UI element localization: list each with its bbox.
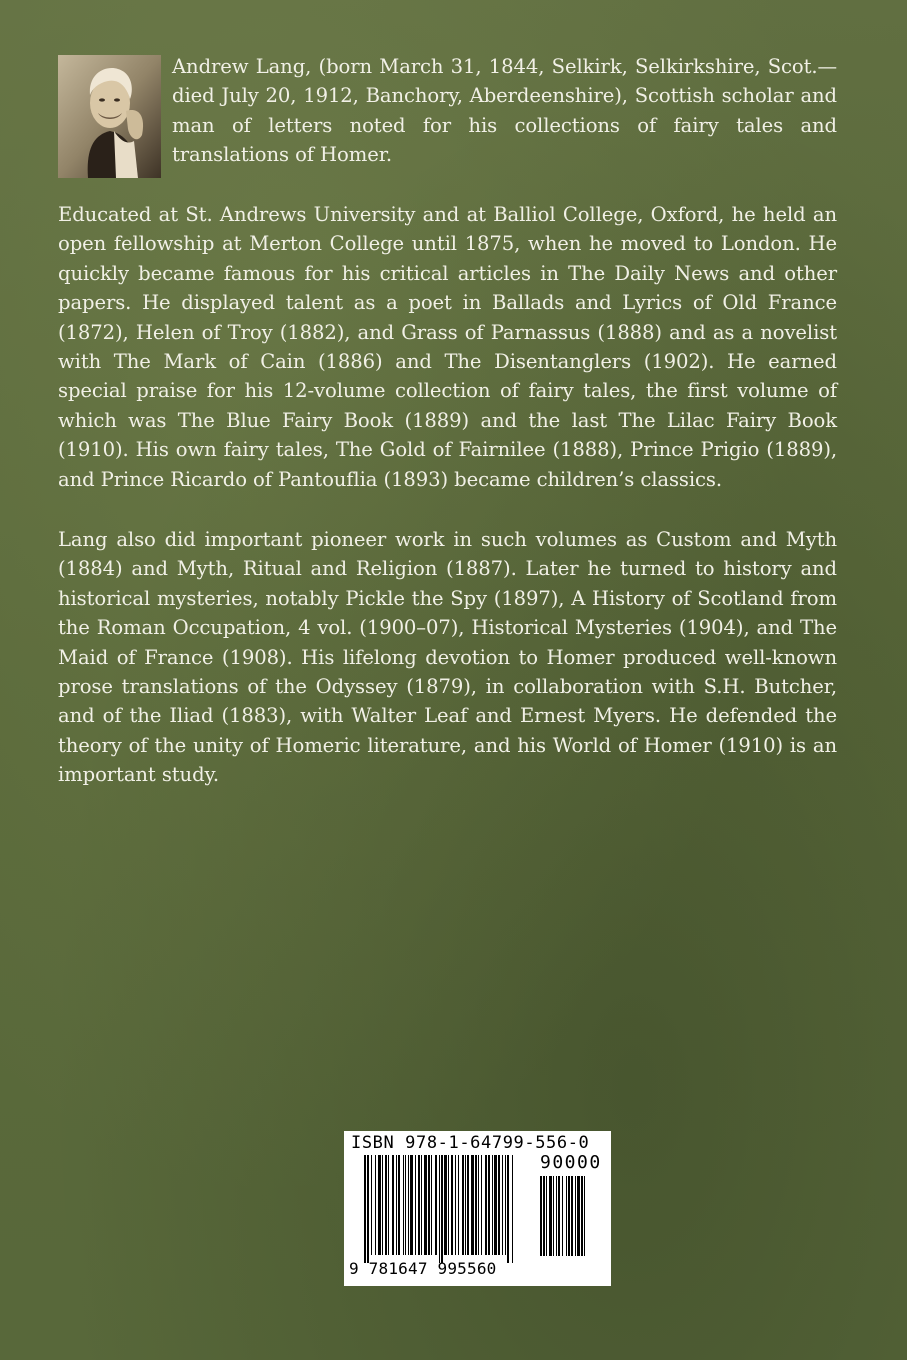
barcode-bar: [439, 1155, 440, 1263]
barcode-bar: [558, 1176, 560, 1256]
barcode-bar: [502, 1155, 503, 1255]
barcode-bar: [428, 1155, 430, 1255]
isbn-label: ISBN 978-1-64799-556-0: [351, 1133, 590, 1153]
barcode-bar: [431, 1155, 432, 1255]
barcode-bar: [553, 1176, 554, 1256]
barcode-bar: [566, 1176, 567, 1256]
barcode-bar: [568, 1176, 570, 1256]
barcode-bar: [367, 1155, 369, 1263]
barcode-bar: [415, 1155, 416, 1255]
barcode-bar: [385, 1155, 387, 1255]
author-portrait: [58, 55, 161, 178]
barcode-bar: [462, 1155, 464, 1255]
barcode-bar: [512, 1155, 513, 1263]
barcode-bar: [543, 1176, 545, 1256]
barcode-bar: [364, 1155, 366, 1263]
barcode-bar: [371, 1155, 372, 1255]
bio-paragraph-works: Lang also did important pioneer work in such volumes as Custom and Myth (1884) and Myth, Ritual and Religion (1887). Later he turned to history and historical mysteries, notably Pickle the Spy (1897), A History of Scotland from the Roman Occupation, 4 vol. (1900–07), Historical Mysteries (1904), and The Maid of France (1908). His lifelong devotion to Homer produced well-known prose translations of the Odyssey (1879), in collaboration with S.H. Butcher, and of the Iliad (1883), with Walter Leaf and Ernest Myers. He defended the theory of the unity of Homeric literature, and his World of Homer (1910) is an important study.: [58, 528, 837, 787]
barcode-bar: [448, 1155, 449, 1255]
barcode-bar: [435, 1155, 437, 1255]
barcode-bar: [403, 1155, 404, 1255]
isbn-barcode: [344, 1131, 611, 1286]
barcode-bar: [562, 1176, 563, 1256]
barcode-bar: [475, 1155, 477, 1255]
barcode-bar: [388, 1155, 389, 1255]
barcode-bar: [444, 1155, 447, 1255]
barcode-bar: [492, 1155, 493, 1255]
barcode-bar: [481, 1155, 482, 1255]
barcode-bar: [471, 1155, 474, 1255]
addon-bars: [540, 1176, 604, 1263]
barcode-bar: [540, 1176, 542, 1256]
barcode-bar: [378, 1155, 381, 1255]
barcode-bar: [546, 1176, 547, 1256]
barcode-bar: [549, 1176, 552, 1256]
barcode-bar: [581, 1176, 583, 1256]
barcode-bar: [507, 1155, 509, 1263]
barcode-bar: [505, 1155, 506, 1255]
barcode-bar: [575, 1176, 576, 1256]
barcode-bar: [392, 1155, 394, 1255]
barcode-bar: [498, 1155, 500, 1255]
barcode-bar: [488, 1155, 490, 1255]
barcode-bar: [396, 1155, 397, 1255]
barcode-bar: [421, 1155, 422, 1255]
barcode-bar: [455, 1155, 456, 1255]
barcode-bar: [556, 1176, 557, 1256]
barcode-bar: [424, 1155, 427, 1255]
barcode-bar: [571, 1176, 573, 1256]
barcode-bar: [405, 1155, 406, 1255]
barcode-bar: [441, 1155, 443, 1263]
barcode-bar: [410, 1155, 413, 1255]
barcode-bar: [485, 1155, 487, 1255]
barcode-bar: [398, 1155, 400, 1255]
barcode-bar: [382, 1155, 383, 1255]
barcode-bars: [364, 1155, 536, 1263]
barcode-digits: 9 781647 995560: [349, 1259, 497, 1278]
barcode-bar: [584, 1176, 585, 1256]
author-intro: Andrew Lang, (born March 31, 1844, Selkirk, Selkirkshire, Scot.—died July 20, 1912, Banchory, Aberdeenshire), Scottish scholar and man of letters noted for his collections of fairy tales and translations of Homer.: [172, 55, 837, 167]
barcode-bar: [494, 1155, 497, 1255]
addon-code: 90000: [540, 1152, 602, 1173]
barcode-bar: [418, 1155, 420, 1255]
barcode-bar: [467, 1155, 469, 1255]
barcode-bar: [451, 1155, 453, 1255]
bio-paragraph-career: Educated at St. Andrews University and at Balliol College, Oxford, he held an open fellowship at Merton College until 1875, when he moved to London. He quickly became famous for his critical articles in The Daily News and other papers. He displayed talent as a poet in Ballads and Lyrics of Old France (1872), Helen of Troy (1882), and Grass of Parnassus (1888) and as a novelist with The Mark of Cain (1886) and The Disentanglers (1902). He earned special praise for his 12-volume collection of fairy tales, the first volume of which was The Blue Fairy Book (1889) and the last The Lilac Fairy Book (1910). His own fairy tales, The Gold of Fairnilee (1888), Prince Prigio (1889), and Prince Ricardo of Pantouflia (1893) became children’s classics.: [58, 203, 837, 491]
barcode-bar: [465, 1155, 466, 1255]
barcode-bar: [375, 1155, 376, 1255]
barcode-bar: [408, 1155, 409, 1255]
barcode-bar: [458, 1155, 459, 1255]
barcode-bar: [478, 1155, 479, 1255]
barcode-bar: [577, 1176, 580, 1256]
